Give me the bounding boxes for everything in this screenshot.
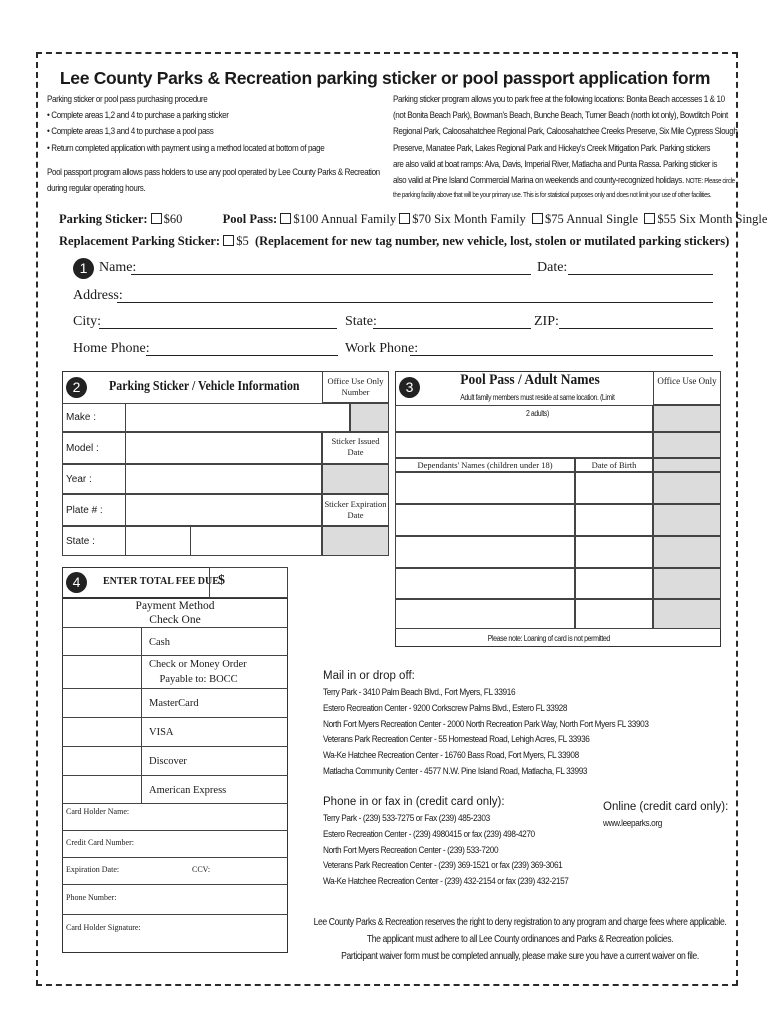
card-number-field[interactable] (62, 830, 288, 857)
signature-label: Card Holder Signature: (66, 923, 141, 932)
sticker-issued-field (322, 464, 389, 494)
dependant-name-field[interactable] (395, 599, 575, 629)
payment-option-label: Check or Money Order Payable to: BOCC (149, 659, 247, 685)
mail-list (323, 685, 649, 780)
dependant-dob-field[interactable] (575, 472, 653, 504)
make-label: Make : (66, 412, 97, 423)
replacement-note: (Replacement for new tag number, new vehicle, lost, stolen or mutilated parking stickers) (254, 234, 730, 248)
dependant-name-field[interactable] (395, 504, 575, 536)
dependant-name-field[interactable] (395, 536, 575, 568)
zip-label: ZIP: (534, 314, 559, 329)
home-phone-label: Home Phone: (73, 341, 150, 356)
mail-location: Matlacha Community Center - 4577 N.W. Pine Island Road, Matlacha, FL 33993 (323, 765, 588, 777)
parking-locations-line: Regional Park, Caloosahatchee Regional Park, Caloosahatchee Creeks Preserve, Six Mile Cypress Slough (393, 125, 738, 137)
phone-location: Wa-Ke Hatchee Recreation Center - (239) 432-2154 or fax (239) 432-2157 (323, 876, 569, 888)
parking-locations-line: (not Bonita Beach Park), Bowman's Beach, Bunche Beach, Turner Beach (north lot only), Bowditch Point (393, 109, 728, 121)
online-url[interactable]: www.leeparks.org (603, 818, 662, 829)
footer-line: Participant waiver form must be completed annually, please make sure you have a current waiver on file. (341, 951, 699, 962)
vehicle-state-field[interactable] (125, 526, 191, 556)
adult-name-field[interactable] (395, 432, 653, 458)
payment-option-label: VISA (149, 727, 174, 738)
loaning-note: Please note: Loaning of card is not permitted (487, 634, 610, 643)
payment-option-discover[interactable] (62, 746, 288, 775)
zip-field[interactable] (559, 328, 713, 329)
pool-note-line: Pool passport program allows pass holders to use any pool operated by Lee County Parks & Recreation (47, 165, 380, 177)
work-phone-field[interactable] (410, 355, 713, 356)
dependant-office-field (653, 504, 721, 536)
address-field[interactable] (117, 302, 713, 303)
sticker-expiration-header (322, 494, 389, 526)
replacement-checkbox[interactable] (223, 235, 234, 246)
pool-office-use-label: Office Use Only (657, 376, 717, 386)
pool-option-label: $55 Six Month Single (657, 212, 768, 226)
dependant-name-field[interactable] (395, 568, 575, 599)
phone-list (323, 811, 568, 890)
pool-pass-title: Pool Pass / Adult Names (460, 372, 600, 388)
make-field[interactable] (125, 403, 350, 432)
phone-location: Estero Recreation Center - (239) 4980415 or fax (239) 498-4270 (323, 828, 535, 840)
payment-option-mastercard[interactable] (62, 688, 288, 717)
office-use-label: Office Use Only Number (327, 376, 384, 397)
pool-option-label: $75 Annual Single (545, 212, 639, 226)
mail-heading: Mail in or drop off: (323, 670, 415, 682)
pool-pass-label: Pool Pass: (222, 212, 278, 226)
home-phone-field[interactable] (146, 355, 338, 356)
date-label: Date: (537, 260, 568, 275)
dependant-office-field (653, 568, 721, 599)
dependants-header-label: Dependants' Names (children under 18) (417, 460, 553, 470)
bullet-item: • Complete areas 1,3 and 4 to purchase a pool pass (47, 125, 214, 137)
adult-name-field[interactable] (395, 405, 653, 432)
dependant-dob-field[interactable] (575, 568, 653, 599)
intro-left (47, 91, 382, 196)
dob-header-label: Date of Birth (591, 460, 637, 470)
footer-line: The applicant must adhere to all Lee County ordinances and Parks & Recreation policies. (366, 934, 674, 945)
adult-office-field (653, 432, 721, 458)
fee-label: ENTER TOTAL FEE DUE (103, 576, 219, 587)
check-one-label: Check One (149, 614, 201, 626)
signature-field[interactable] (62, 914, 288, 953)
form-title: Lee County Parks & Recreation parking sticker or pool passport application form (59, 68, 711, 88)
dependant-office-field (653, 472, 721, 504)
pool-note-line: during regular operating hours. (47, 182, 146, 194)
adult-office-field (653, 405, 721, 432)
work-phone-label: Work Phone: (345, 341, 419, 356)
phone-heading: Phone in or fax in (credit card only): (323, 796, 505, 808)
parking-locations-line: also valid at Pine Island Commercial Marina on weekends and county-recognized holidays. NOTE: Please circle (393, 174, 735, 186)
parking-sticker-checkbox[interactable] (151, 213, 162, 224)
parking-sticker-label: Parking Sticker: (59, 212, 148, 226)
ccv-label: CCV: (192, 865, 211, 874)
card-holder-name-field[interactable] (62, 803, 288, 830)
date-field[interactable] (568, 274, 713, 275)
model-label: Model : (66, 443, 99, 454)
dependant-office-field (653, 536, 721, 568)
phone-number-label: Phone Number: (66, 893, 117, 902)
section-1-badge: 1 (73, 258, 94, 279)
expiration-label: Expiration Date: (66, 865, 120, 874)
payment-heading (62, 599, 288, 627)
replacement-price: $5 (236, 234, 249, 248)
payment-option-check[interactable] (62, 655, 288, 688)
dependant-office-field (653, 599, 721, 629)
state-label: State: (345, 314, 377, 329)
fee-dollar-sign: $ (218, 573, 225, 588)
plate-field[interactable] (125, 494, 322, 526)
address-label: Address: (73, 288, 123, 303)
intro-right (393, 91, 738, 201)
city-label: City: (73, 314, 102, 329)
year-label: Year : (66, 474, 92, 485)
sticker-issued-header (322, 432, 389, 464)
section-3-badge: 3 (399, 377, 420, 398)
dob-header (575, 458, 653, 472)
bullet-item: • Return completed application with payment using a method located at bottom of page (47, 141, 325, 153)
payment-option-label: American Express (149, 785, 227, 796)
name-field[interactable] (131, 274, 531, 275)
dependant-dob-field[interactable] (575, 504, 653, 536)
card-number-label: Credit Card Number: (66, 838, 134, 847)
payment-option-amex[interactable] (62, 775, 288, 803)
dependants-header (395, 458, 575, 472)
phone-location: Terry Park - (239) 533-7275 or Fax (239) 485-2303 (323, 813, 490, 824)
payment-option-label: Cash (149, 637, 170, 648)
procedure-heading: Parking sticker or pool pass purchasing procedure (47, 93, 208, 104)
online-heading: Online (credit card only): (603, 801, 729, 813)
mail-location: Veterans Park Recreation Center - 55 Homestead Road, Lehigh Acres, FL 33936 (323, 734, 590, 746)
vehicle-state-label: State : (66, 536, 95, 547)
model-field[interactable] (125, 432, 322, 464)
parking-locations-line: Parking sticker program allows you to park free at the following locations: Bonita Beach accesses 1 & 10 (393, 93, 725, 104)
payment-option-visa[interactable] (62, 717, 288, 746)
mail-location: Estero Recreation Center - 9200 Corkscrew Palms Blvd., Estero FL 33928 (323, 702, 568, 714)
parking-locations-line: are also valid at boat ramps: Alva, Davis, Imperial River, Matlacha and Punta Rassa. Parking sticker is (393, 157, 718, 169)
plate-label: Plate # : (66, 505, 103, 516)
city-field[interactable] (99, 328, 337, 329)
pool-option-checkbox[interactable] (280, 213, 291, 224)
phone-location: Veterans Park Recreation Center - (239) 369-1521 or fax (239) 369-3061 (323, 860, 563, 872)
bullet-item: • Complete areas 1,2 and 4 to purchase a parking sticker (47, 109, 229, 121)
state-field[interactable] (373, 328, 531, 329)
options-row (59, 212, 767, 227)
pool-office-use-header (653, 371, 721, 405)
dependant-dob-field[interactable] (575, 599, 653, 629)
dependant-name-field[interactable] (395, 472, 575, 504)
name-label: Name: (99, 260, 137, 275)
replacement-label: Replacement Parking Sticker: (59, 234, 221, 248)
office-use-header (322, 371, 389, 403)
pool-option-label: $100 Annual Family (293, 212, 397, 226)
parking-sticker-price: $60 (163, 212, 183, 226)
payment-option-label: MasterCard (149, 698, 199, 709)
payment-method-label: Payment Method (135, 600, 215, 612)
dependant-office-field (653, 458, 721, 472)
pool-option-checkbox[interactable] (399, 213, 410, 224)
office-number-field (350, 403, 389, 432)
payment-option-label: Discover (149, 756, 187, 767)
footer-line: Lee County Parks & Recreation reserves the right to deny registration to any program and charge fees where applicable. (313, 917, 727, 928)
parking-locations-line: Preserve, Manatee Park, Lakes Regional Park and Hickey's Creek Mitigation Park. Parking stickers (393, 141, 711, 153)
card-holder-name-label: Card Holder Name: (66, 807, 130, 816)
mail-location: Terry Park - 3410 Palm Beach Blvd., Fort Myers, FL 33916 (323, 687, 516, 698)
phone-number-field[interactable] (62, 884, 288, 914)
expiration-field[interactable] (62, 857, 288, 884)
state-row (62, 526, 322, 556)
payment-option-cash[interactable] (62, 627, 288, 655)
mail-location: Wa-Ke Hatchee Recreation Center - 16760 Bass Road, Fort Myers, FL 33908 (323, 750, 579, 762)
footer-notes (288, 914, 752, 965)
vehicle-info-title: Parking Sticker / Vehicle Information (109, 378, 300, 393)
pool-option-label: $70 Six Month Family (412, 212, 526, 226)
sticker-expiration-field (322, 526, 389, 556)
section-4-badge: 4 (66, 572, 87, 593)
mail-location: North Fort Myers Recreation Center - 2000 North Recreation Park Way, North Fort Myers FL 33903 (323, 718, 649, 730)
pool-option-checkbox[interactable] (532, 213, 543, 224)
year-field[interactable] (125, 464, 322, 494)
pool-option-checkbox[interactable] (644, 213, 655, 224)
sticker-issued-label: Sticker Issued Date (331, 436, 380, 457)
sticker-expiration-label: Sticker Expiration Date (324, 499, 387, 520)
dependant-dob-field[interactable] (575, 536, 653, 568)
parking-note: the parking facility above that will be your primary use. This is for statistical purposes only and does not limit your use of other facilities. (393, 190, 712, 200)
replacement-row (59, 234, 729, 249)
pool-pass-subtitle: Adult family members must reside at same location. (Limit 2 adults) (460, 393, 615, 419)
phone-location: North Fort Myers Recreation Center - (239) 533-7200 (323, 844, 499, 856)
section-2-badge: 2 (66, 377, 87, 398)
